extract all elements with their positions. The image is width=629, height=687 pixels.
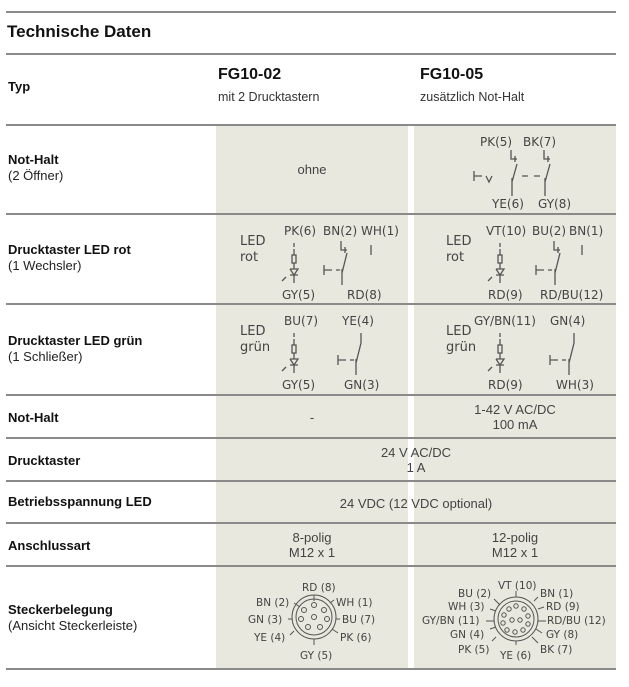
svg-text:RD(9): RD(9)	[488, 288, 523, 302]
row-label-betriebsspannung: Betriebsspannung LED	[8, 494, 152, 509]
cell-value-line1: 8-polig	[292, 530, 332, 545]
svg-text:BU(7): BU(7)	[284, 314, 319, 328]
cell-value-line1: 24 V AC/DC	[380, 445, 452, 460]
cell-value-line2: M12 x 1	[491, 545, 539, 560]
connector-8pin-pinout-icon	[216, 567, 408, 669]
cell-drucktaster-merged	[216, 439, 616, 481]
led-gruen-wiring-diagram-fg10-05-icon	[414, 305, 616, 393]
svg-text:GY(5): GY(5)	[282, 288, 316, 302]
connector-12pin-pinout-icon	[414, 567, 616, 669]
svg-text:BU (7): BU (7)	[342, 614, 376, 626]
svg-text:YE (6): YE (6)	[500, 650, 532, 662]
svg-text:PK (6): PK (6)	[340, 632, 372, 644]
row-label-steckerbelegung	[8, 602, 137, 634]
row-label-anschlussart: Anschlussart	[8, 538, 91, 553]
svg-text:VT (10): VT (10)	[498, 580, 537, 592]
svg-text:YE(4): YE(4)	[342, 314, 374, 328]
svg-text:RD (8): RD (8)	[302, 582, 336, 594]
svg-text:GN(4): GN(4)	[550, 314, 586, 328]
nothalt-contact-diagram-icon	[414, 126, 616, 212]
cell-value-line2: 1 A	[406, 460, 426, 475]
svg-text:BK(7): BK(7)	[523, 135, 557, 149]
row-label-typ: Typ	[8, 79, 31, 94]
svg-text:GY(8): GY(8)	[538, 197, 572, 211]
divider	[6, 53, 616, 55]
cell-value: -	[309, 409, 315, 425]
label-main: Not-Halt	[8, 152, 59, 167]
svg-text:GY (8): GY (8)	[546, 629, 579, 641]
label-main: Drucktaster LED rot	[8, 242, 131, 257]
cell-nothalt-rating-fg10-05	[414, 396, 616, 438]
cell-value: 24 VDC (12 VDC optional)	[339, 495, 493, 511]
cell-value-line2: 100 mA	[492, 417, 538, 432]
column-header-fg10-02	[218, 66, 319, 104]
svg-text:RD/BU (12): RD/BU (12)	[547, 615, 606, 627]
cell-value-line1: 1-42 V AC/DC	[474, 402, 556, 417]
svg-text:GN (4): GN (4)	[450, 629, 485, 641]
cell-anschlussart-fg10-05	[414, 524, 616, 566]
svg-text:VT(10): VT(10)	[486, 224, 527, 238]
cell-nothalt-rating-fg10-02	[216, 396, 408, 438]
divider	[6, 11, 616, 13]
row-label-drucktaster: Drucktaster	[8, 453, 81, 468]
row-label-nothalt-rating: Not-Halt	[8, 410, 59, 425]
model-subtitle: zusätzlich Not-Halt	[420, 90, 525, 104]
led-gruen-wiring-diagram-fg10-02-icon	[216, 305, 408, 393]
cell-value: ohne	[297, 161, 327, 177]
svg-text:BU (2): BU (2)	[458, 588, 492, 600]
label-main: Steckerbelegung	[8, 602, 113, 617]
svg-text:GY/BN (11): GY/BN (11)	[422, 615, 480, 627]
svg-text:rot: rot	[240, 250, 259, 265]
svg-text:PK(5): PK(5)	[480, 135, 513, 149]
cell-nothalt-fg10-02	[216, 126, 408, 212]
svg-text:WH(1): WH(1)	[361, 224, 399, 238]
label-sub: (1 Wechsler)	[8, 258, 82, 273]
svg-text:YE(6): YE(6)	[492, 197, 524, 211]
led-rot-wiring-diagram-fg10-05-icon	[414, 215, 616, 303]
svg-text:LED: LED	[446, 234, 472, 249]
label-sub: (Ansicht Steckerleiste)	[8, 618, 138, 633]
model-name: FG10-05	[420, 66, 484, 83]
svg-text:RD/BU(12): RD/BU(12)	[540, 288, 604, 302]
svg-text:WH(3): WH(3)	[556, 378, 594, 392]
svg-text:GN (3): GN (3)	[248, 614, 283, 626]
svg-text:WH (3): WH (3)	[448, 601, 485, 613]
svg-text:GY (5): GY (5)	[300, 650, 333, 662]
row-label-nothalt	[8, 152, 63, 184]
svg-text:grün: grün	[240, 340, 271, 355]
label-main: Drucktaster LED grün	[8, 333, 143, 348]
svg-text:BN(2): BN(2)	[323, 224, 358, 238]
column-header-fg10-05	[420, 66, 524, 104]
svg-text:WH (1): WH (1)	[336, 597, 373, 609]
svg-text:BK (7): BK (7)	[540, 644, 573, 656]
svg-text:YE (4): YE (4)	[254, 632, 286, 644]
svg-text:BN (2): BN (2)	[256, 597, 290, 609]
svg-text:BU(2): BU(2)	[532, 224, 567, 238]
svg-text:LED: LED	[240, 234, 266, 249]
svg-text:LED: LED	[240, 324, 266, 339]
page-title: Technische Daten	[7, 22, 152, 41]
model-name: FG10-02	[218, 66, 282, 83]
svg-text:GN(3): GN(3)	[344, 378, 380, 392]
row-label-led-gruen	[8, 333, 142, 365]
led-rot-wiring-diagram-fg10-02-icon	[216, 215, 408, 303]
cell-betriebsspannung-merged	[216, 482, 616, 524]
svg-text:BN(1): BN(1)	[569, 224, 604, 238]
model-subtitle: mit 2 Drucktastern	[218, 90, 320, 104]
label-sub: (2 Öffner)	[8, 168, 64, 183]
label-sub: (1 Schließer)	[8, 349, 83, 364]
svg-text:PK (5): PK (5)	[458, 644, 490, 656]
cell-anschlussart-fg10-02	[216, 524, 408, 566]
svg-text:BN (1): BN (1)	[540, 588, 574, 600]
svg-text:GY(5): GY(5)	[282, 378, 316, 392]
svg-text:RD(8): RD(8)	[347, 288, 382, 302]
svg-text:RD (9): RD (9)	[546, 601, 580, 613]
svg-text:PK(6): PK(6)	[284, 224, 317, 238]
divider	[6, 668, 616, 670]
svg-text:GY/BN(11): GY/BN(11)	[474, 314, 536, 328]
svg-text:grün: grün	[446, 340, 477, 355]
row-label-led-rot	[8, 242, 131, 274]
svg-text:LED: LED	[446, 324, 472, 339]
svg-text:rot: rot	[446, 250, 465, 265]
svg-text:RD(9): RD(9)	[488, 378, 523, 392]
cell-value-line1: 12-polig	[491, 530, 539, 545]
cell-value-line2: M12 x 1	[288, 545, 336, 560]
